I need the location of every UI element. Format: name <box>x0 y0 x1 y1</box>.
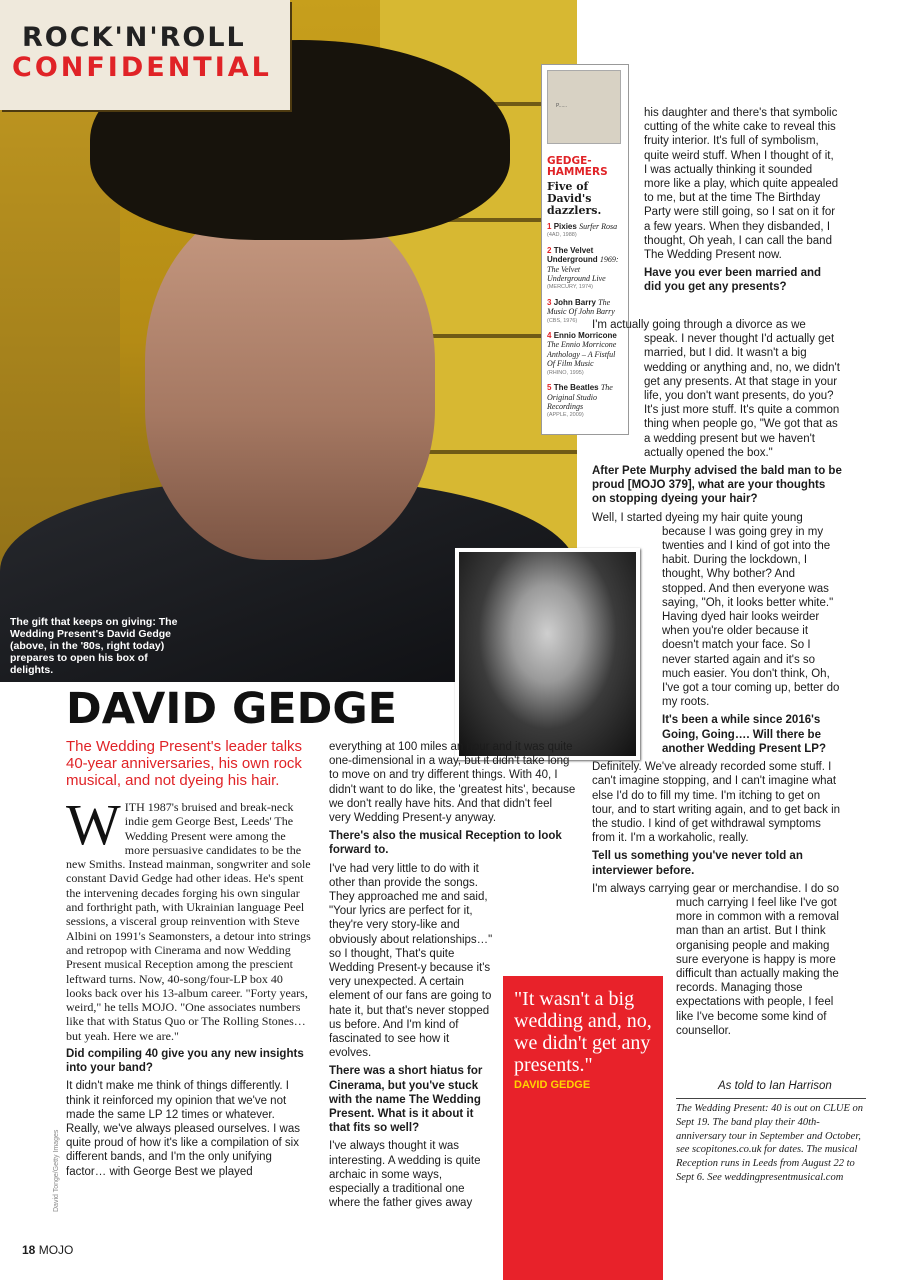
column-1 <box>66 792 311 1183</box>
list-item: 3 John Barry The Music Of John Barry (CBS, 1976) <box>547 297 615 324</box>
sign-off: As told to Ian Harrison <box>718 1080 832 1092</box>
answer: I'm always carrying gear or merchandise. I do so much carrying I feel like I've got more in common with a removal man than an artist. But I think organising people and making sure everyone is happy is more difficult than actually making the records. Managing those expectations with people, I feel like I've become some kind of counsellor. <box>592 882 839 1037</box>
answer-cont: everything at 100 miles an hour and it was quite one-dimensional in a way, but it didn't take long to move on and try different things. With 40, I didn't want to do like, the 'greatest hits', because we don't really have hits. And that didn't feel very Wedding Present-y anyway. <box>329 741 576 825</box>
answer: Well, I started dyeing my hair quite young because I was going grey in my twenties and I kind of got into the habit. During the lockdown, I thought, Why bother? And stopped. And then everyone was saying, "Oh, it looks better white." Having dyed hair looks weirder when you're older because it doesn't match your face. So I never started again and it's so much easier. You don't think, Oh, I've got a tour coming up, better do my roots. <box>592 511 840 709</box>
pull-quote-text: "It wasn't a big wedding and, no, we didn't get any presents." <box>514 988 652 1076</box>
answer: I've always thought it was interesting. A wedding is quite archaic in some ways, especially a traditional one where the father gives away <box>329 1140 481 1210</box>
column-3 <box>592 318 842 1042</box>
pull-quote-attribution: DAVID GEDGE <box>514 1079 591 1091</box>
series-title-line1: ROCK'N'ROLL <box>22 22 246 53</box>
intro-paragraph: WITH 1987's bruised and break-neck indie gem George Best, Leeds' The Wedding Present were among the more persuasive candidates to be the new Smiths. Instead mainman, songwriter and sole constant David Gedge had other ideas. He's spent the intervening decades forging his own singular and forthright path, with Ukrainian language Peel sessions, a visceral group reinvention with Steve Albini on 1991's Seamonsters, a detour into strings and retropop with Cinerama and now Wedding Present musical Reception among the prescient leftward turns. Now, 40-song/four-LP box 40 looks back over his 13-album career. "Forty years, weird," he tells MOJO. "One associates numbers like that with Status Quo or The Rolling Stones… but yeah. Here we are." <box>66 792 311 1043</box>
answer: It didn't make me think of things differently. I think it reinforced my opinion that we've not made the same LP 12 times or whatever. Really, we've always pleased ourselves. I was quite proud of how it's like a compilation of six different bands, and I'm the only unifying factor… with George Best we played <box>66 1080 301 1178</box>
list-item: 5 The Beatles The Original Studio Recordings (APPLE, 2009) <box>547 383 613 419</box>
page-number: 18 <box>22 1243 36 1257</box>
column-3-top <box>644 106 840 299</box>
info-box: The Wedding Present: 40 is out on CLUE on Sept 19. The band play their 40th-anniversary tour in September and October, see scopitones.co.uk for dates. The musical Reception runs in Leeds from August 22 to Sept 6. See weddingpresentmusical.com <box>676 1098 866 1185</box>
sidebar-subtitle: Five of David's dazzlers. <box>547 180 602 217</box>
photo-caption: The gift that keeps on giving: The Wedding Present's David Gedge (above, in the '80s, right today) prepares to open his box of delights. <box>10 616 178 676</box>
answer: I've had very little to do with it other than provide the songs. They approached me and said, "Your lyrics are perfect for it, they're very story-like and obviously about relationships…" so I thought, That's quite Wedding Present-y because it's very unexpected. A certain element of our fans are going to hate it, but that's never stopped us before. And I'm kind of fascinated to see how it evolves. <box>329 862 493 1060</box>
album-cover-text: P...... <box>556 103 568 109</box>
list-item: 4 Ennio Morricone The Ennio Morricone Anthology – A Fistful Of Film Music (RHINO, 1995) <box>547 331 617 376</box>
photo-subject-face <box>145 200 435 560</box>
answer: Definitely. We've already recorded some stuff. I can't imagine stopping, and I can't imagine what else I'd do to fill my time. I'm itching to get on tour, and to start writing again, and to get back in the studio. I kind of get withdrawal symptoms from it. I'm a workaholic, really. <box>592 761 841 845</box>
album-cover <box>547 70 621 144</box>
folio <box>22 1243 73 1257</box>
question: There was a short hiatus for Cinerama, but you've stuck with the name The Wedding Present. What is it about it that fits so well? <box>329 1065 483 1135</box>
series-sign <box>0 0 290 110</box>
list-item: 2 The Velvet Underground 1969: The Velvet Underground Live (MERCURY, 1974) <box>547 245 619 291</box>
magazine-name: MOJO <box>38 1243 74 1257</box>
headline: DAVID GEDGE <box>66 684 398 734</box>
question: Tell us something you've never told an interviewer before. <box>592 850 803 877</box>
photo-credit: David Tonge/Getty Images <box>53 1129 60 1212</box>
sidebar-title: GEDGE-HAMMERS <box>547 155 608 178</box>
answer: I'm actually going through a divorce as we speak. I never thought I'd actually get married, but I did. It wasn't a big wedding or anything and, no, we didn't get any presents. At that stage in your life, you don't want presents, do you? It's just more stuff. It's quite a common thing when people go, "We got that as a wedding present but we haven't actually opened the box." <box>592 319 840 459</box>
answer-cont: his daughter and there's that symbolic cutting of the white cake to reveal this fruity interior. It's full of symbolism, quite weird stuff. When I thought of it, I was actually thinking it sounded more like a play, which quite appealed to me, but at the time The Birthday Party were still going, so I sat on it for a few years. When they disbanded, I thought, Oh yeah, I can call the band The Wedding Present now. <box>644 107 839 262</box>
question: It's been a while since 2016's Going, Going…. Will there be another Wedding Present LP? <box>662 714 826 755</box>
dropcap: W <box>66 792 121 857</box>
question: There's also the musical Reception to look forward to. <box>329 830 562 857</box>
question: Have you ever been married and did you get any presents? <box>644 267 822 294</box>
list-item: 1 Pixies Surfer Rosa (4AD, 1988) <box>547 222 618 239</box>
standfirst: The Wedding Present's leader talks 40-year anniversaries, his own rock musical, and not dyeing his hair. <box>66 738 303 789</box>
question: After Pete Murphy advised the bald man to be proud [MOJO 379], what are your thoughts on stopping dyeing your hair? <box>592 465 842 506</box>
question: Did compiling 40 give you any new insights into your band? <box>66 1048 304 1075</box>
series-title-line2: CONFIDENTIAL <box>12 52 272 83</box>
